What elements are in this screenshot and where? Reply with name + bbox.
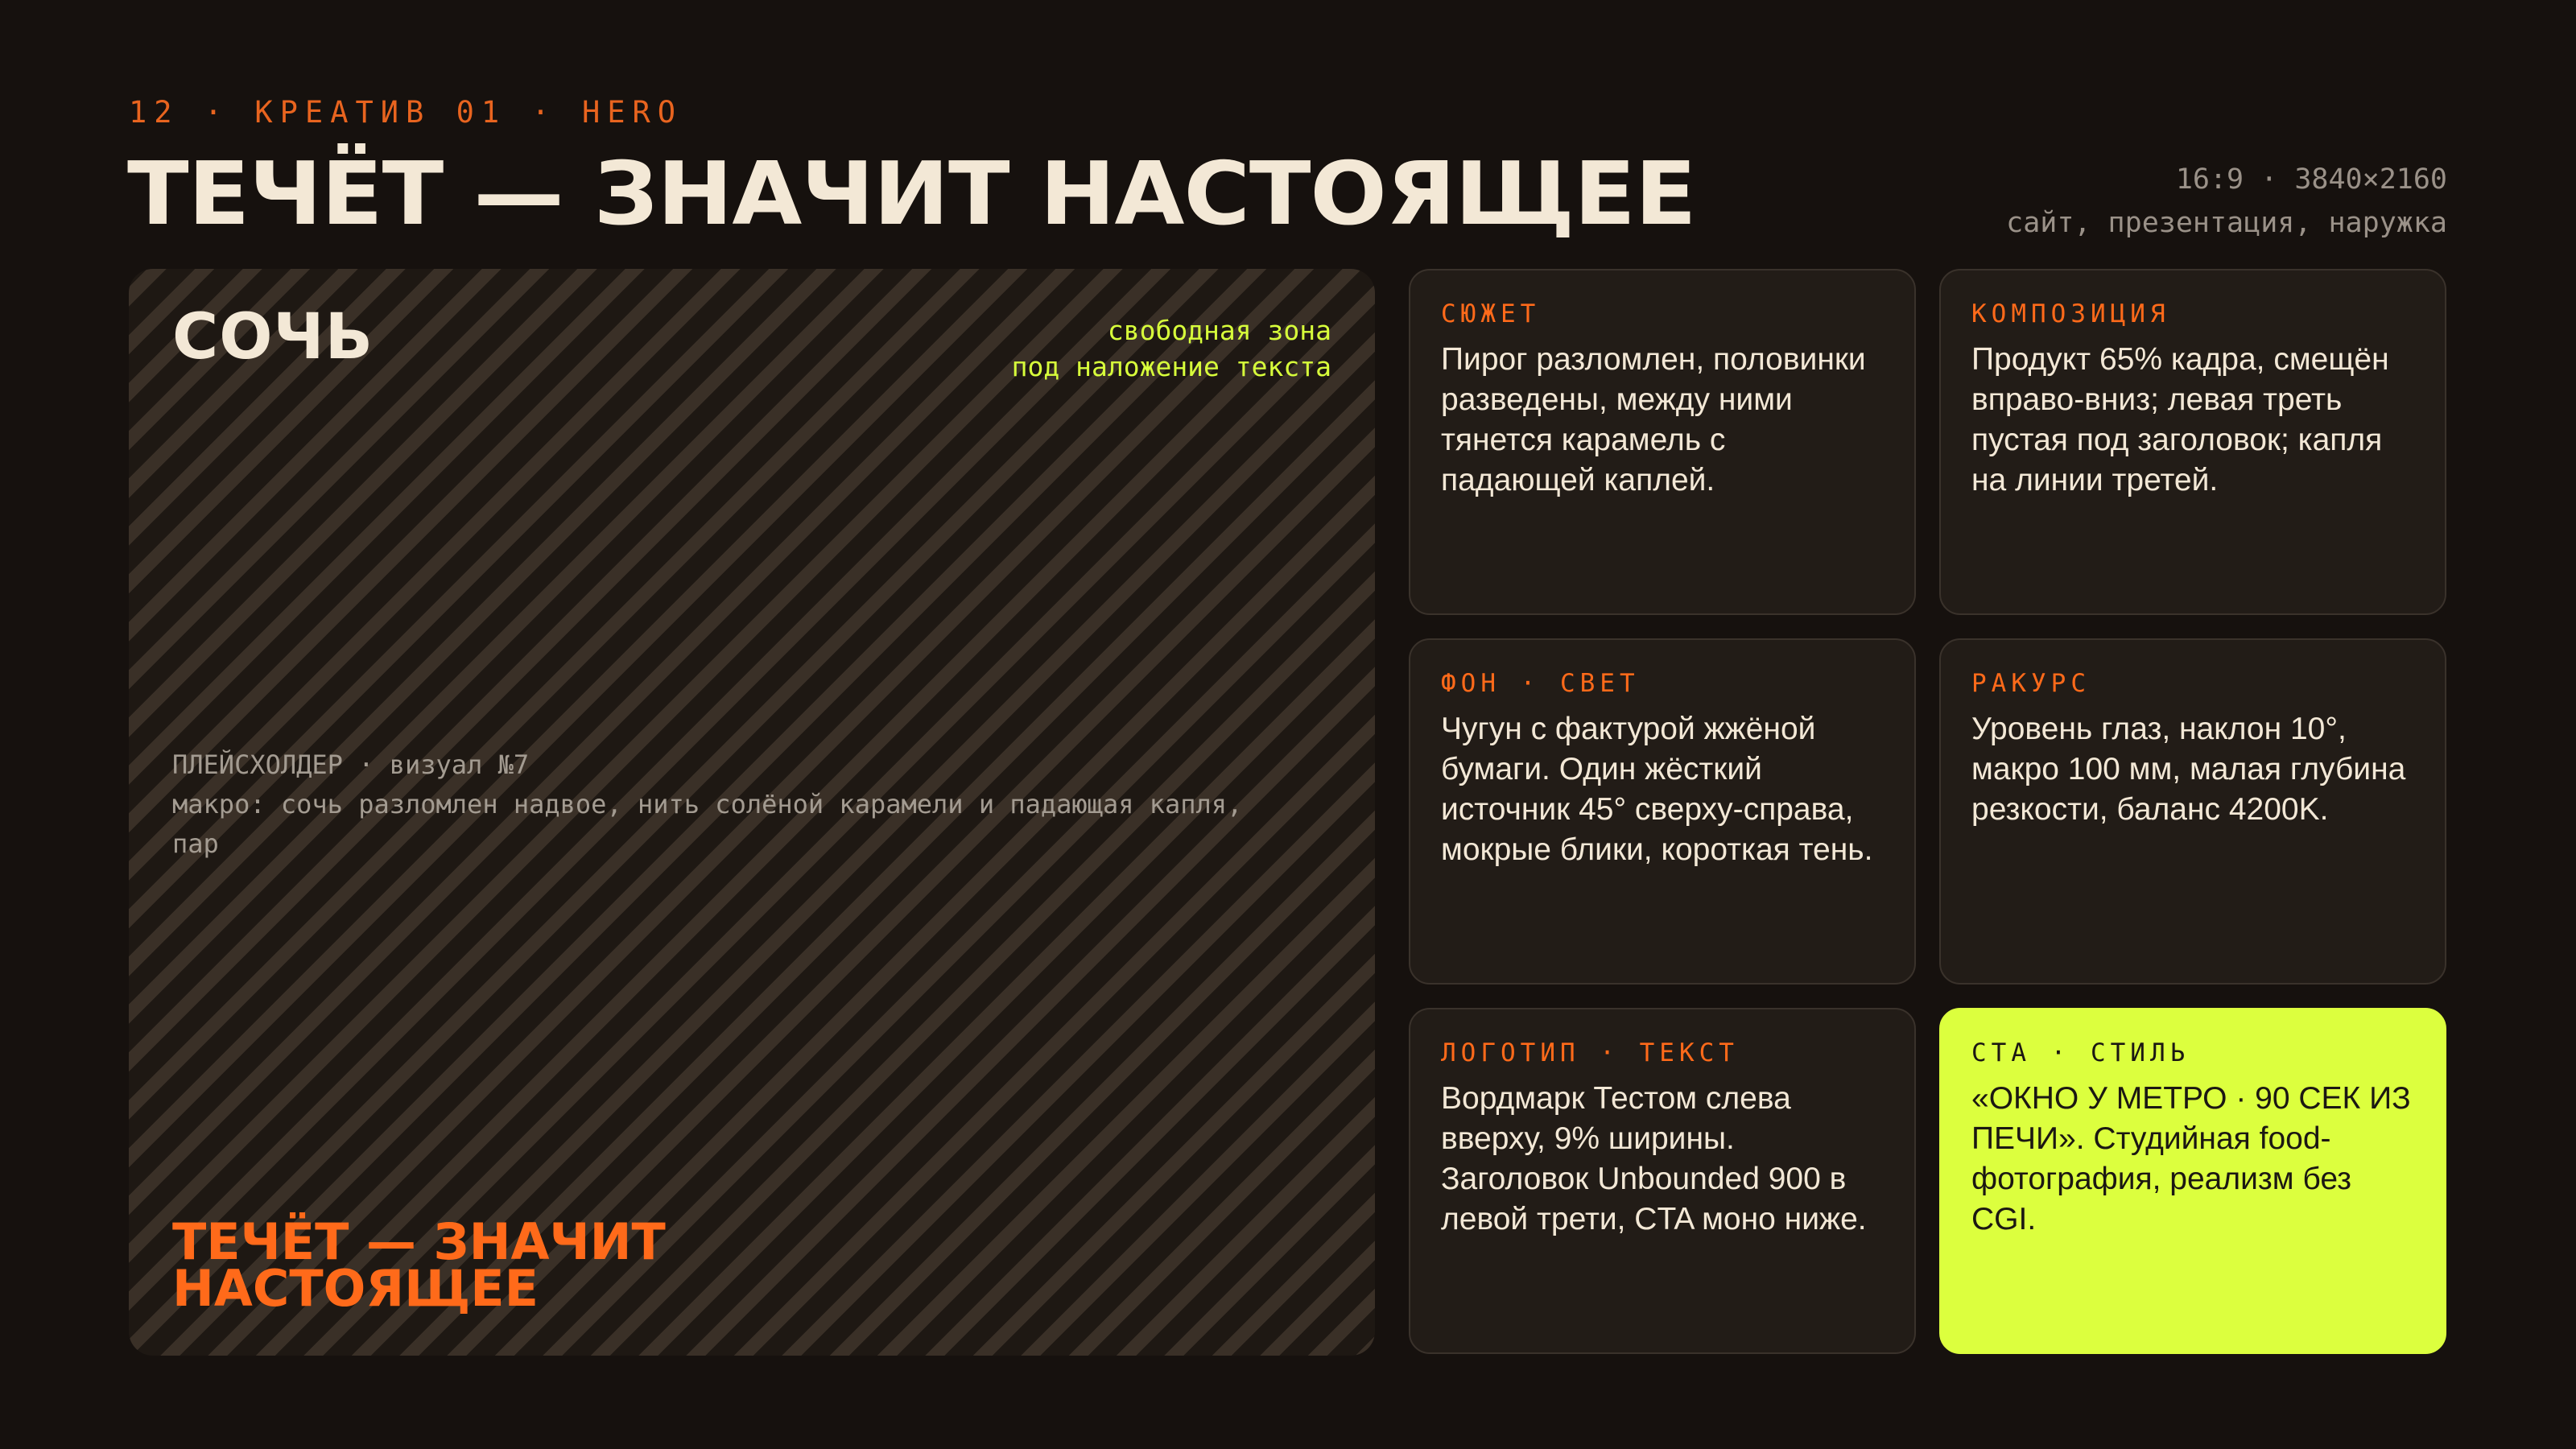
card-story: [1409, 269, 1916, 615]
card-label: КОМПОЗИЦИЯ: [1971, 299, 2170, 328]
format-meta: [2006, 158, 2447, 245]
card-label: ЛОГОТИП · ТЕКСТ: [1441, 1038, 1739, 1067]
hero-headline-line-1: ТЕЧЁТ — ЗНАЧИТ: [172, 1212, 666, 1271]
kicker: 12 · КРЕАТИВ 01 · HERO: [129, 95, 683, 130]
format-channels: сайт, презентация, наружка: [2006, 207, 2447, 239]
format-size: 16:9 · 3840×2160: [2175, 163, 2447, 196]
card-logo-text: [1409, 1008, 1916, 1354]
page-title: ТЕЧЁТ — ЗНАЧИТ НАСТОЯЩЕЕ: [127, 144, 1696, 245]
card-label: ФОН · СВЕТ: [1441, 669, 1640, 698]
free-text-zone-note: [1012, 312, 1331, 385]
free-zone-line-1: свободная зона: [1107, 315, 1331, 346]
card-label: РАКУРС: [1971, 669, 2091, 698]
free-zone-line-2: под наложение текста: [1011, 351, 1331, 382]
card-body: Чугун с фактурой жжёной бумаги. Один жёсткий источник 45° сверху-справа, мокрые блики, короткая тень.: [1441, 712, 1873, 867]
card-label: CTA · СТИЛЬ: [1971, 1038, 2190, 1067]
card-body: «ОКНО У МЕТРО · 90 СЕК ИЗ ПЕЧИ». Студийная food-фотография, реализм без CGI.: [1971, 1081, 2411, 1236]
card-body: Уровень глаз, наклон 10°, макро 100 мм, малая глубина резкости, баланс 4200K.: [1971, 712, 2406, 827]
card-body: Продукт 65% кадра, смещён вправо-вниз; левая треть пустая под заголовок; капля на линии третей.: [1971, 342, 2389, 497]
card-cta-style: [1939, 1008, 2446, 1354]
card-background-light: [1409, 638, 1916, 985]
card-composition: [1939, 269, 2446, 615]
placeholder-line-1: ПЛЕЙСХОЛДЕР · визуал №7: [172, 749, 530, 780]
placeholder-description: [172, 745, 1267, 864]
hero-headline: [172, 1212, 666, 1318]
card-body: Пирог разломлен, половинки разведены, между ними тянется карамель с падающей каплей.: [1441, 342, 1866, 497]
hero-headline-line-2: НАСТОЯЩЕЕ: [172, 1259, 539, 1318]
card-body: Вордмарк Тестом слева вверху, 9% ширины. Заголовок Unbounded 900 в левой трети, CTA моно ниже.: [1441, 1081, 1867, 1236]
placeholder-line-2: макро: сочь разломлен надвое, нить солёной карамели и падающая капля, пар: [172, 789, 1243, 859]
card-angle: [1939, 638, 2446, 985]
hero-placeholder-visual: [129, 269, 1375, 1356]
card-label: СЮЖЕТ: [1441, 299, 1541, 328]
hero-product-name: СОЧЬ: [172, 301, 374, 374]
